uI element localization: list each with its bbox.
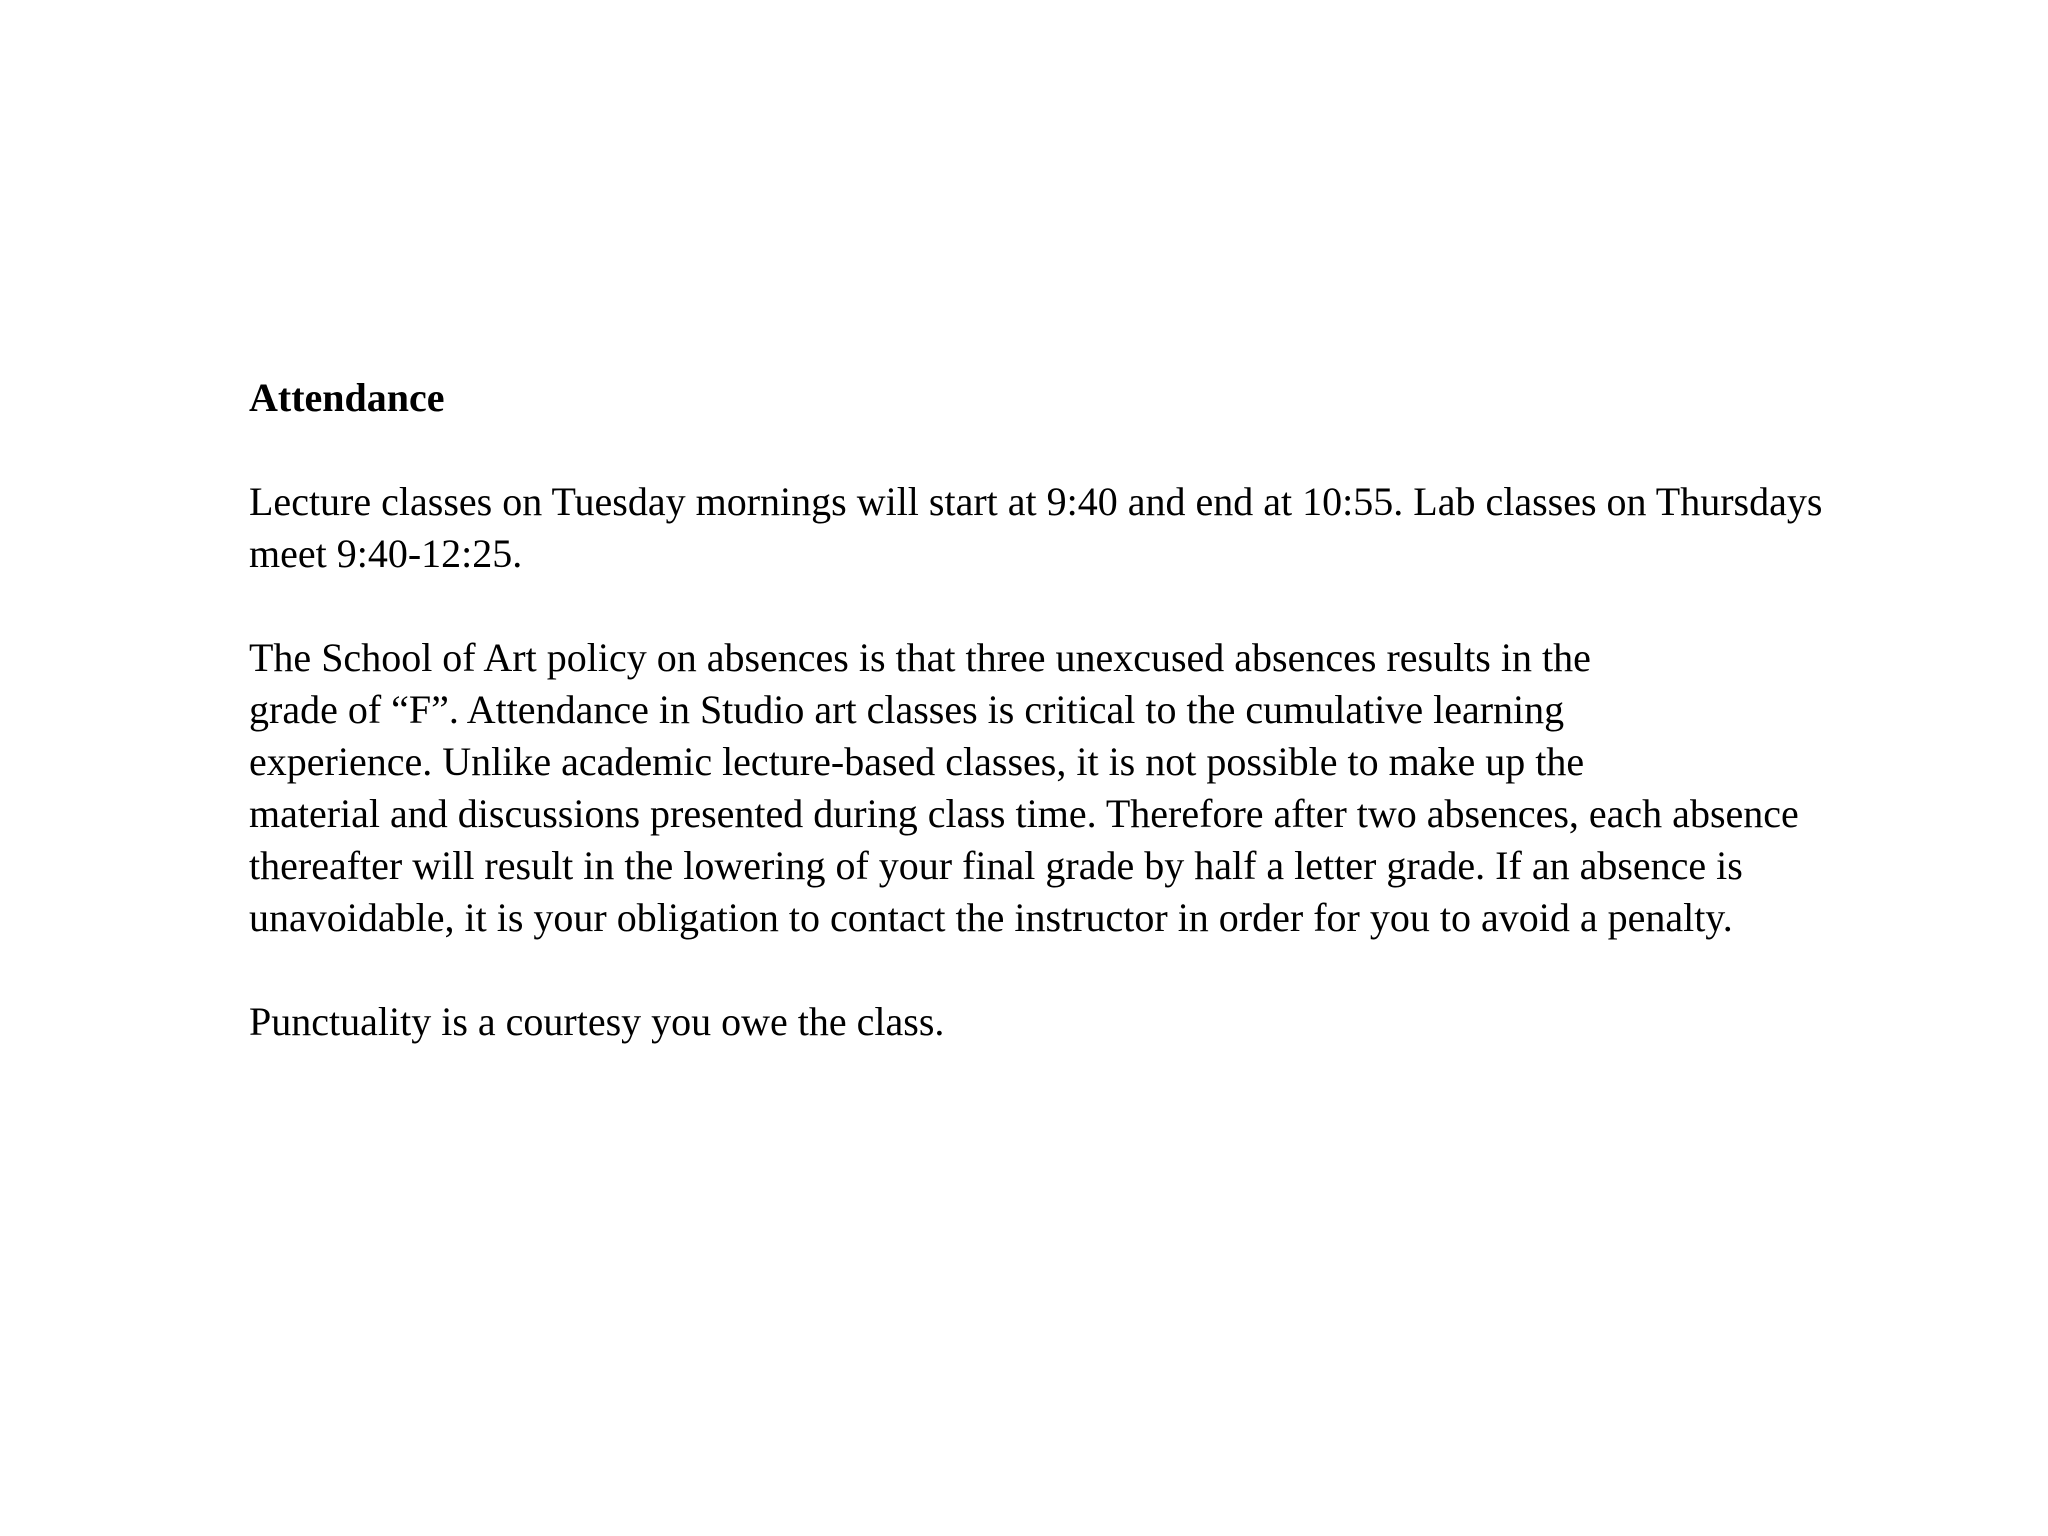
text-line: meet 9:40-12:25.	[249, 531, 523, 576]
paragraph-punctuality	[249, 996, 2009, 1048]
text-line: unavoidable, it is your obligation to contact the instructor in order for you to avoid a penalty.	[249, 895, 1733, 940]
paragraph-class-schedule	[249, 476, 2009, 580]
section-heading: Attendance	[249, 375, 445, 420]
text-line: material and discussions presented during class time. Therefore after two absences, each absence	[249, 791, 1799, 836]
spacer	[249, 580, 2009, 632]
text-line: experience. Unlike academic lecture-based classes, it is not possible to make up the	[249, 739, 1585, 784]
paragraph-absence-policy	[249, 632, 2009, 944]
text-line: The School of Art policy on absences is that three unexcused absences results in the	[249, 635, 1591, 680]
text-line: grade of “F”. Attendance in Studio art classes is critical to the cumulative learning	[249, 687, 1565, 732]
spacer	[249, 424, 2009, 476]
spacer	[249, 944, 2009, 996]
text-line: Lecture classes on Tuesday mornings will start at 9:40 and end at 10:55. Lab classes on Thursdays	[249, 479, 1823, 524]
text-line: thereafter will result in the lowering of your final grade by half a letter grade. If an absence is	[249, 843, 1743, 888]
document-content	[249, 372, 2009, 1048]
text-line: Punctuality is a courtesy you owe the class.	[249, 999, 945, 1044]
